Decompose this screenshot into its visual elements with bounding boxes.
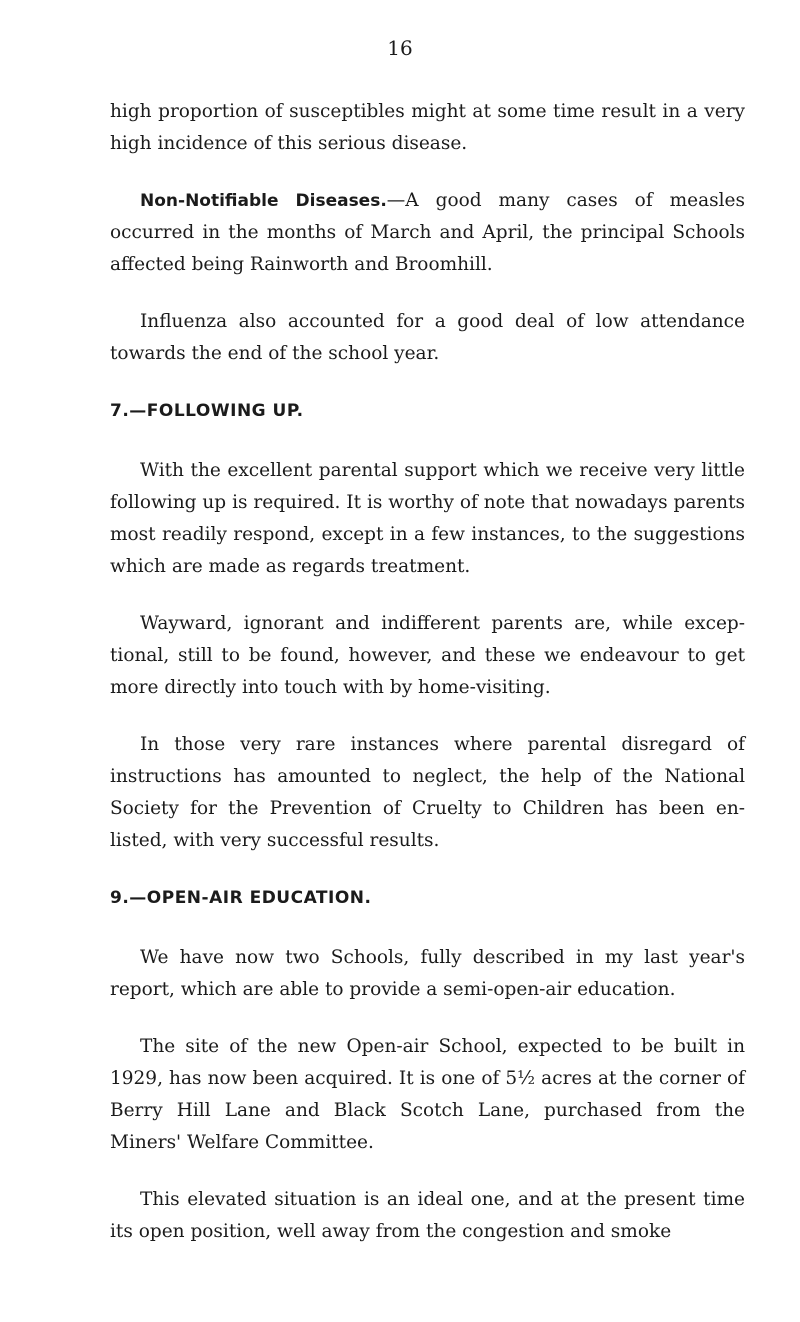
run-in-heading: Non-Notifiable Diseases. — [140, 191, 387, 211]
page-number: 16 — [387, 36, 413, 60]
paragraph-non-notifiable-diseases — [110, 185, 745, 281]
paragraph-wayward-parents: Wayward, ignorant and indifferent parents are, while excep- tional, still to be found, however, and these we endeavour to get more directly into touch with by home-visiting. — [110, 613, 745, 698]
paragraph-elevated-situation: This elevated situation is an ideal one, and at the present time its open position, well away from the congestion and smoke — [110, 1189, 745, 1242]
paragraph-text: —A good many cases of measles occurred in the months of March and April, the principal Schools affected being Rainworth and Broomhill. — [110, 190, 745, 275]
paragraph-parental-support: With the excellent parental support which we receive very little following up is required. It is worthy of note that nowadays parents most readily respond, except in a few instances, to the suggestions which are made as regards treatment. — [110, 460, 745, 577]
paragraph-influenza: Influenza also accounted for a good deal of low attendance towards the end of the school year. — [110, 311, 745, 364]
paragraph-continuation: high proportion of susceptibles might at some time result in a very high incidence of this serious disease. — [110, 101, 745, 154]
body-text — [110, 96, 745, 1273]
section-heading-open-air-education: 9.—OPEN-AIR EDUCATION. — [110, 888, 372, 908]
paragraph-nspcc: In those very rare instances where parental disregard of instructions has amounted to neglect, the help of the National Society for the Prevention of Cruelty to Children has been en- listed, with very successful results. — [110, 734, 745, 851]
paragraph-new-site: The site of the new Open-air School, expected to be built in 1929, has now been acquired. It is one of 5½ acres at the corner of Berry Hill Lane and Black Scotch Lane, purchased from the Miners' Welfare Committee. — [110, 1036, 745, 1153]
section-heading-following-up: 7.—FOLLOWING UP. — [110, 401, 304, 421]
paragraph-two-schools: We have now two Schools, fully described in my last year's report, which are able to provide a semi-open-air education. — [110, 947, 745, 1000]
